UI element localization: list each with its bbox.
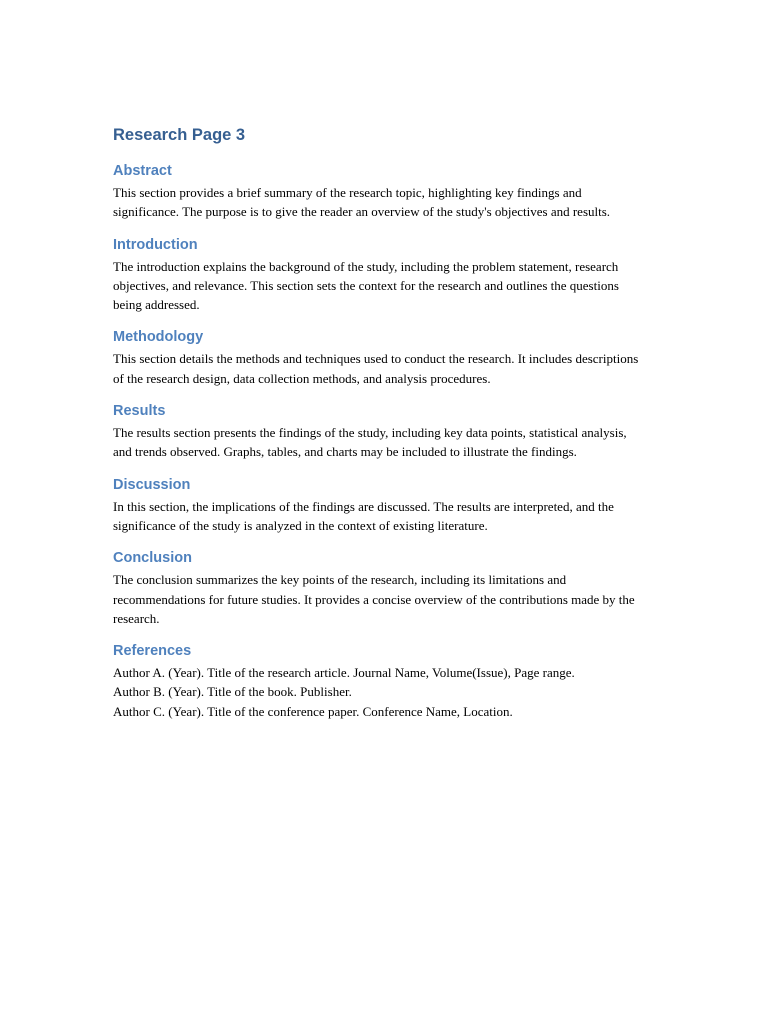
- section-references: [113, 641, 768, 721]
- section-conclusion: [113, 548, 768, 628]
- section-heading-abstract: Abstract: [113, 163, 172, 179]
- reference-item: Author A. (Year). Title of the research article. Journal Name, Volume(Issue), Page range.: [113, 665, 575, 681]
- section-body-results: The results section presents the findings of the study, including key data points, statistical analysis, and trends observed. Graphs, tables, and charts may be included to illustrate the findings.: [113, 425, 627, 460]
- section-heading-methodology: Methodology: [113, 329, 204, 346]
- section-body-introduction: The introduction explains the background of the study, including the problem statement, research objectives, and relevance. This section sets the context for the research and outlines the questions being addressed.: [113, 258, 619, 313]
- reference-item: Author B. (Year). Title of the book. Publisher.: [113, 684, 352, 700]
- section-heading-discussion: Discussion: [113, 476, 191, 493]
- section-methodology: [113, 327, 768, 388]
- references-list: [113, 663, 643, 721]
- section-heading-references: References: [113, 643, 192, 660]
- section-discussion: [113, 475, 768, 536]
- section-body-discussion: In this section, the implications of the findings are discussed. The results are interpreted, and the significance of the study is analyzed in the context of existing literature.: [113, 498, 614, 533]
- section-heading-conclusion: Conclusion: [113, 550, 192, 567]
- section-abstract: [113, 161, 768, 222]
- section-results: [113, 401, 768, 462]
- reference-item: Author C. (Year). Title of the conference paper. Conference Name, Location.: [113, 703, 513, 719]
- section-body-conclusion: The conclusion summarizes the key points of the research, including its limitations and recommendations for future studies. It provides a concise overview of the contributions made by the research.: [113, 572, 635, 626]
- section-heading-introduction: Introduction: [113, 236, 198, 253]
- section-body-methodology: This section details the methods and techniques used to conduct the research. It includes descriptions of the research design, data collection methods, and analysis procedures.: [113, 351, 639, 386]
- section-introduction: [113, 235, 768, 315]
- section-body-abstract: This section provides a brief summary of the research topic, highlighting key findings and significance. The purpose is to give the reader an overview of the study's objectives and results.: [113, 185, 611, 220]
- section-heading-results: Results: [113, 403, 166, 420]
- page-title: Research Page 3: [113, 126, 246, 144]
